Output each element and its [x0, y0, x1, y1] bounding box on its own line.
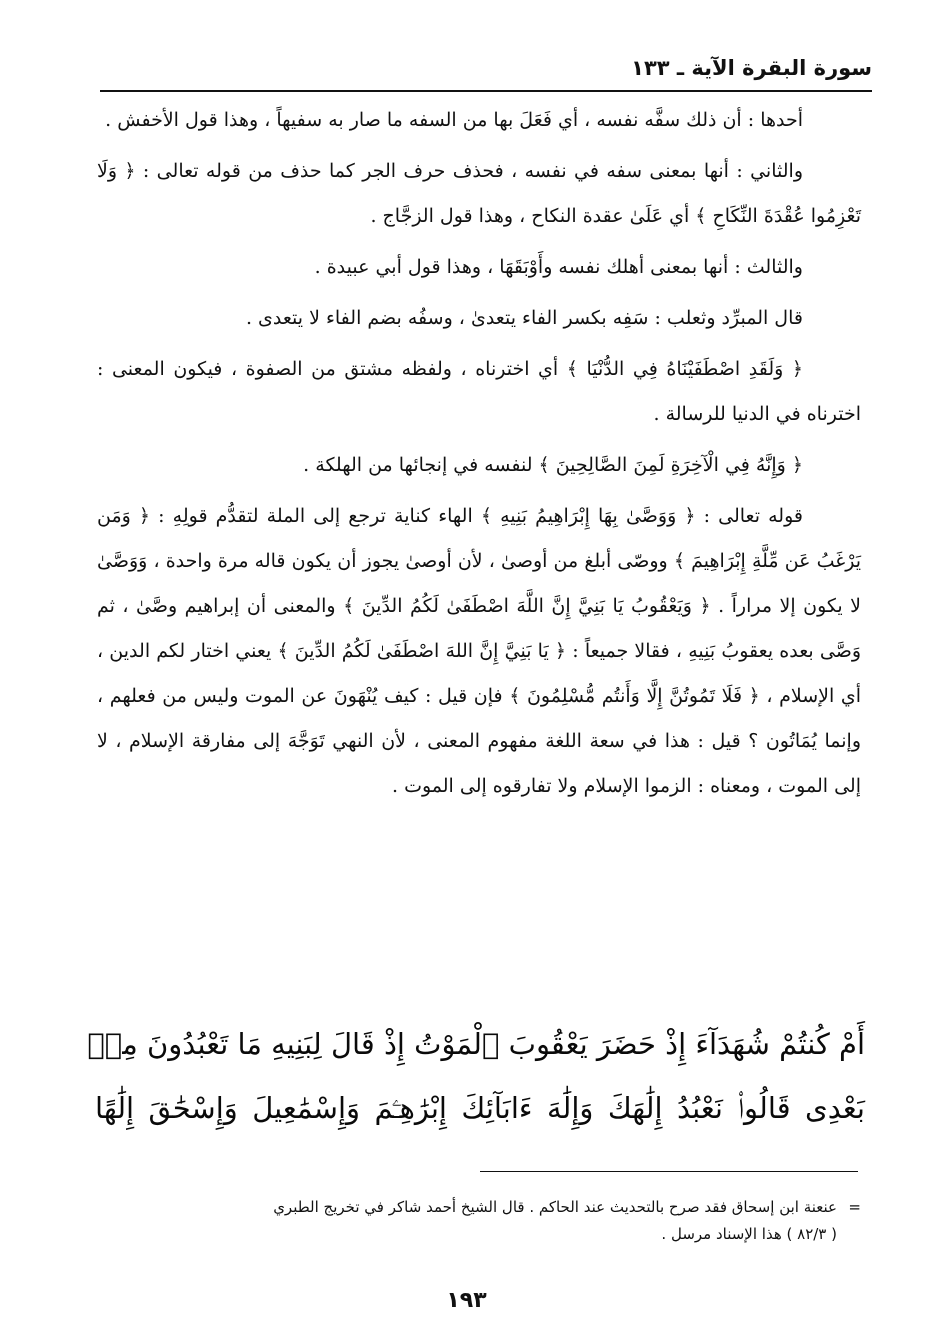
body-text — [97, 98, 861, 815]
paragraph-third-opinion: والثالث : أنها بمعنى أهلك نفسه وأَوْبَقَهَا ، وهذا قول أبي عبيدة . — [314, 256, 803, 278]
footnote-line-2 — [91, 1221, 861, 1248]
running-header — [100, 52, 872, 88]
header-title: سورة البقرة الآية ـ ١٣٣ — [631, 56, 872, 80]
footnote-text-1: عنعنة ابن إسحاق فقد صرح بالتحديث عند الحاكم . قال الشيخ أحمد شاكر في تخريج الطبري — [273, 1198, 837, 1216]
footnote-text-2: ( ٨٢/٣ ) هذا الإسناد مرسل . — [661, 1225, 837, 1243]
paragraph-istafaynahu: ﴿ وَلَقَدِ اصْطَفَيْنَاهُ فِي الدُّنْيَا ﴾ أي اخترناه ، ولفظه مشتق من الصفوة ، فيكون المعنى : اخترناه في الدنيا للرسالة . — [97, 358, 861, 425]
paragraph-wassa: قوله تعالى : ﴿ وَوَصَّىٰ بِهَا إِبْرَاهِيمُ بَنِيهِ ﴾ الهاء كناية ترجع إلى الملة لتقدُّم قولِهِ : ﴿ وَمَن يَرْغَبُ عَن مِّلَّةِ إِبْرَاهِيمَ ﴾ ووصّى أبلغ من أوصىٰ ، لأن أوصىٰ يجوز أن يكون قاله مرة واحدة ، وَوَصَّىٰ لا يكون إلا مراراً . ﴿ وَيَعْقُوبُ يَا بَنِيَّ إِنَّ اللَّهَ اصْطَفَىٰ لَكُمُ الدِّينَ ﴾ والمعنى أن إبراهيم وصَّىٰ ، ثم وَصَّى بعده يعقوبُ بَنِيهِ ، فقالا جميعاً : ﴿ يَا بَنِيَّ إِنَّ اللهَ اصْطَفَىٰ لَكُمُ الدِّينَ ﴾ يعني اختار لكم الدين ، أي الإسلام ، ﴿ فَلَا تَمُوتُنَّ إِلَّا وَأَنتُم مُّسْلِمُونَ ﴾ فإن قيل : كيف يُنْهَونَ عن الموت وليس من فعلهم ، وإنما يُمَاتُون ؟ قيل : هذا في سعة اللغة مفهوم المعنى ، لأن النهي تَوَجَّهَ إلى مفارقة الإسلام ، لا إلى الموت ، ومعناه : الزموا الإسلام ولا تفارقوه إلى الموت . — [97, 505, 861, 797]
verse-line-1: أَمْ كُنتُمْ شُهَدَآءَ إِذْ حَضَرَ يَعْقُوبَ ٱلْمَوْتُ إِذْ قَالَ لِبَنِيهِ مَا تَعْبُدُونَ مِنۢ — [87, 1027, 865, 1061]
page-number: ١٩٣ — [446, 1288, 487, 1313]
footnote-rule — [480, 1171, 858, 1172]
paragraph-mubarrad: قال المبرِّد وثعلب : سَفِه بكسر الفاء يتعدىٰ ، وسفُه بضم الفاء لا يتعدى . — [245, 307, 803, 329]
paragraph-akhira: ﴿ وَإِنَّهُ فِي الْآخِرَةِ لَمِنَ الصَّالِحِينَ ﴾ لنفسه في إنجائها من الهلكة . — [303, 454, 803, 476]
verse-line-2: بَعْدِى قَالُوا۟ نَعْبُدُ إِلَٰهَكَ وَإِلَٰهَ ءَابَآئِكَ إِبْرَٰهِـۧمَ وَإِسْمَٰعِيلَ وَإِسْحَٰقَ إِلَٰهًا — [95, 1091, 865, 1125]
footnote-line-1 — [91, 1194, 861, 1221]
quran-verse — [87, 1012, 865, 1140]
paragraph-first-opinion: أحدها : أن ذلك سفَّه نفسه ، أي فَعَلَ بها من السفه ما صار به سفيهاً ، وهذا قول الأخفش . — [105, 109, 803, 131]
header-rule — [100, 90, 872, 92]
footnote — [91, 1194, 861, 1248]
paragraph-second-opinion: والثاني : أنها بمعنى سفه في نفسه ، فحذف حرف الجر كما حذف من قوله تعالى : ﴿ وَلَا تَعْزِمُوا عُقْدَةَ النِّكَاحِ ﴾ أي عَلَىٰ عقدة النكاح ، وهذا قول الزجَّاج . — [97, 160, 861, 227]
footnote-marker: = — [848, 1198, 861, 1216]
